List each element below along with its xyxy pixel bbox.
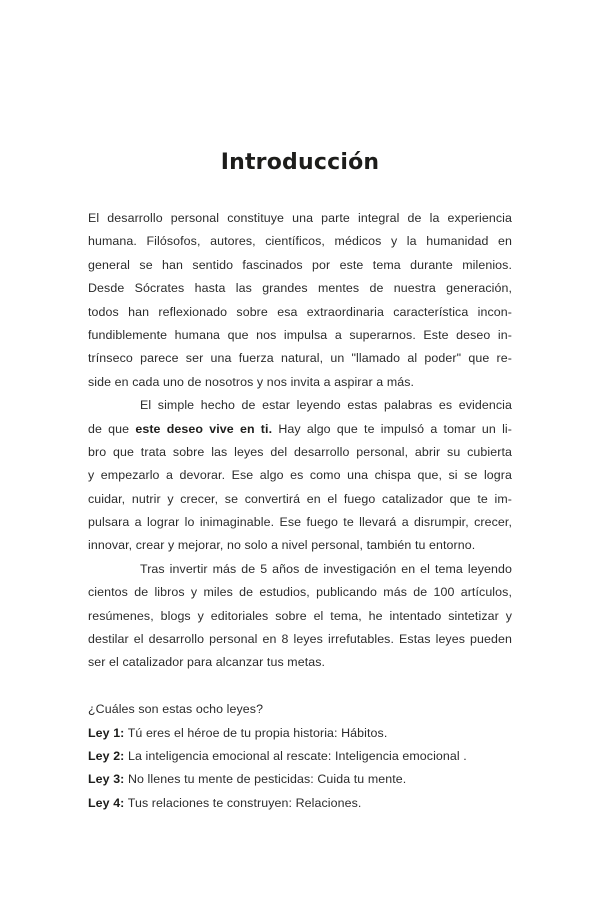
text-line: resúmenes, blogs y editoriales sobre el tema, he intentado sintetizar y bbox=[88, 608, 512, 623]
text-line: Tras invertir más de 5 años de investigación en el tema leyendo bbox=[140, 561, 512, 576]
text-line-with-emphasis bbox=[88, 418, 512, 441]
text-line: pulsara a lograr lo inimaginable. Ese fuego te llevará a disrumpir, crecer, bbox=[88, 515, 512, 530]
emphasis-text: este deseo vive en ti. bbox=[135, 421, 273, 436]
text-line: general se han sentido fascinados por este tema durante milenios. bbox=[88, 257, 512, 272]
text-line: todos han reflexionado sobre esa extraordinaria característica incon- bbox=[88, 304, 512, 319]
text-line: trínseco parece ser una fuerza natural, un "llamado al poder" que re- bbox=[88, 351, 512, 366]
body-text bbox=[88, 207, 512, 815]
law-text: Tus relaciones te construyen: Relaciones. bbox=[124, 795, 362, 810]
page-title: Introducción bbox=[220, 150, 380, 175]
paragraph-gap bbox=[88, 675, 512, 698]
text-line: humana. Filósofos, autores, científicos, médicos y la humanidad en bbox=[88, 234, 512, 249]
text-line: bro que trata sobre las leyes del desarrollo personal, abrir su cubierta bbox=[88, 444, 512, 459]
text-line: cuidar, nutrir y crecer, se convertirá en el fuego catalizador que te im- bbox=[88, 491, 512, 506]
law-label: Ley 4: bbox=[88, 795, 125, 810]
paragraph-1 bbox=[88, 207, 512, 394]
law-item bbox=[88, 792, 512, 815]
laws-list bbox=[88, 722, 512, 816]
text-span: Hay algo que te impulsó a tomar un li- bbox=[272, 421, 512, 436]
law-label: Ley 1: bbox=[88, 725, 125, 740]
law-text: La inteligencia emocional al rescate: Inteligencia emocional . bbox=[124, 748, 467, 763]
text-line: ser el catalizador para alcanzar tus metas. bbox=[88, 655, 326, 670]
law-text: No llenes tu mente de pesticidas: Cuida tu mente. bbox=[124, 772, 407, 787]
law-label: Ley 2: bbox=[88, 748, 125, 763]
text-line: innovar, crear y mejorar, no solo a nivel personal, también tu entorno. bbox=[88, 538, 476, 553]
laws-question: ¿Cuáles son estas ocho leyes? bbox=[88, 702, 264, 717]
law-text: Tú eres el héroe de tu propia historia: Hábitos. bbox=[124, 725, 388, 740]
text-line: fundiblemente humana que nos impulsa a superarnos. Este deseo in- bbox=[88, 327, 512, 342]
text-line: y empezarlo a devorar. Ese algo es como una chispa que, si se logra bbox=[88, 468, 512, 483]
paragraph-3 bbox=[88, 558, 512, 675]
text-line: Desde Sócrates hasta las grandes mentes de nuestra generación, bbox=[88, 281, 512, 296]
text-line: El desarrollo personal constituye una parte integral de la experiencia bbox=[88, 211, 512, 225]
text-line: cientos de libros y miles de estudios, publicando más de 100 artículos, bbox=[88, 585, 512, 600]
law-item bbox=[88, 768, 512, 791]
text-line: side en cada uno de nosotros y nos invita a aspirar a más. bbox=[88, 374, 415, 389]
text-span: de que bbox=[88, 421, 136, 436]
law-item bbox=[88, 745, 512, 768]
text-line: destilar el desarrollo personal en 8 leyes irrefutables. Estas leyes pueden bbox=[88, 632, 512, 647]
law-label: Ley 3: bbox=[88, 772, 125, 787]
paragraph-2 bbox=[88, 394, 512, 558]
text-line: El simple hecho de estar leyendo estas palabras es evidencia bbox=[140, 398, 512, 413]
law-item bbox=[88, 722, 512, 745]
